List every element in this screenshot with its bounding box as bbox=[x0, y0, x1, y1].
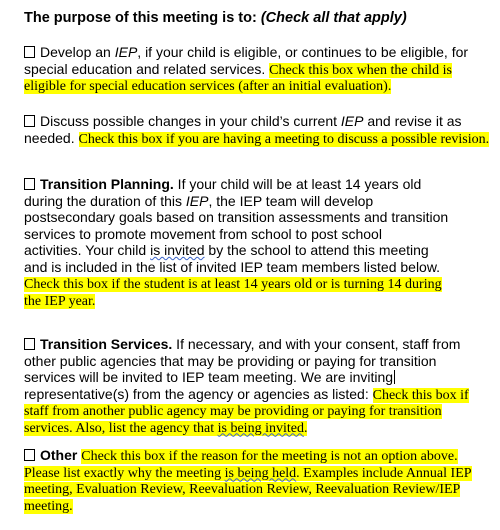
heading-instruction: (Check all that apply) bbox=[260, 10, 407, 26]
option-text: IEP bbox=[185, 192, 209, 209]
highlighted-instruction: Check this box if the reason for the meeting is not an option above. bbox=[81, 449, 458, 464]
option-title: Transition Services. bbox=[40, 336, 173, 352]
highlighted-instruction: is being held bbox=[224, 465, 297, 481]
highlighted-instruction: eligible for special education services (after an initial evaluation). bbox=[24, 79, 392, 94]
highlighted-instruction: Please list exactly why the meeting bbox=[24, 465, 225, 481]
option-text: needed. bbox=[24, 129, 79, 146]
option-title: Other bbox=[40, 447, 78, 463]
option-text: by the school to attend this meeting bbox=[204, 242, 429, 258]
option-text: and is included in the list of invited IEP team members listed below. bbox=[24, 258, 441, 275]
option-text: If necessary, and with your consent, staff from bbox=[172, 336, 461, 352]
option-text: services will be invited to IEP team meeting. We are inviting bbox=[24, 369, 394, 385]
option-text: and revise it as bbox=[363, 113, 462, 129]
highlighted-instruction: Check this box if bbox=[372, 387, 469, 403]
option-text: If your child will be at least 14 years old bbox=[173, 176, 422, 192]
option-text: other public agencies that may be providing or paying for transition bbox=[24, 352, 437, 369]
highlighted-instruction: Check this box if you are having a meeting to discuss a possible revision. bbox=[78, 131, 490, 147]
option-text: special education and related services. bbox=[24, 60, 270, 77]
highlighted-instruction: . bbox=[303, 420, 308, 436]
option-discuss-changes bbox=[24, 113, 490, 146]
highlighted-instruction: staff from another public agency may be providing or paying for transition bbox=[24, 404, 442, 419]
highlighted-instruction: meeting. bbox=[24, 498, 73, 514]
option-develop-iep bbox=[24, 44, 490, 94]
highlighted-instruction: services. Also, list the agency that bbox=[24, 420, 218, 436]
purpose-heading bbox=[24, 10, 407, 26]
option-text: activities. Your child bbox=[24, 242, 151, 258]
option-title: Transition Planning. bbox=[40, 176, 174, 192]
highlighted-instruction: Check this box when the child is bbox=[269, 62, 452, 78]
highlighted-instruction: the IEP year. bbox=[24, 293, 96, 309]
option-transition-services bbox=[24, 336, 490, 435]
checkbox-discuss-changes[interactable] bbox=[24, 115, 35, 127]
checkbox-transition-services[interactable] bbox=[24, 338, 35, 350]
highlighted-instruction: . Examples include Annual IEP bbox=[296, 465, 472, 481]
highlighted-instruction: meeting, Evaluation Review, Reevaluation Review, Reevaluation Review/IEP bbox=[24, 482, 461, 497]
option-text: Develop an bbox=[40, 44, 115, 60]
highlighted-instruction: Check this box if the student is at least 14 years old or is turning 14 during bbox=[24, 277, 442, 292]
option-text: during the duration of this bbox=[24, 192, 186, 209]
option-transition-planning bbox=[24, 176, 490, 308]
option-text: postsecondary goals based on transition assessments and transition bbox=[24, 209, 449, 225]
text-cursor bbox=[394, 370, 395, 384]
option-text: , if your child is eligible, or continues to be eligible, for bbox=[137, 44, 469, 60]
option-text: is invited bbox=[150, 242, 205, 258]
option-text: Discuss possible changes in your child’s current bbox=[40, 113, 341, 129]
checkbox-transition-planning[interactable] bbox=[24, 178, 35, 190]
option-text: services to promote movement from school to post school bbox=[24, 225, 382, 242]
highlighted-instruction: is being invited bbox=[217, 420, 304, 436]
checkbox-other[interactable] bbox=[24, 449, 35, 461]
option-other bbox=[24, 447, 490, 513]
option-text: , the IEP team will develop bbox=[208, 192, 374, 209]
checkbox-develop-iep[interactable] bbox=[24, 46, 35, 58]
heading-text: The purpose of this meeting is to: bbox=[24, 10, 261, 26]
option-text: representative(s) from the agency or agencies as listed: bbox=[24, 385, 373, 402]
option-text: IEP bbox=[114, 44, 138, 60]
option-text: IEP bbox=[340, 113, 364, 129]
